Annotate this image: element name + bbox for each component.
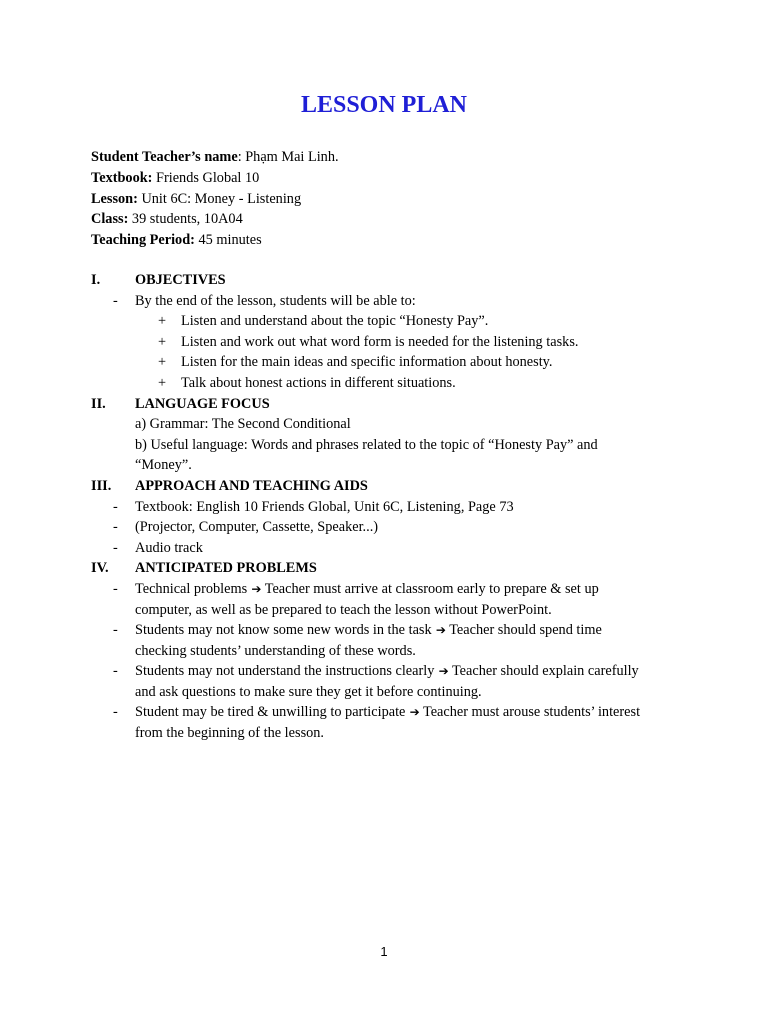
arrow-right-icon: ➔	[431, 623, 446, 638]
list-item-text	[135, 661, 639, 682]
info-row-period	[91, 230, 339, 251]
list-item-text	[135, 579, 599, 600]
sub-list-item	[0, 352, 768, 373]
list-item-continuation	[0, 682, 768, 703]
info-label: Class:	[91, 211, 129, 228]
section-heading-language-focus	[0, 394, 768, 415]
list-item	[0, 579, 768, 600]
info-row-textbook	[91, 168, 339, 189]
problem-text: Students may not understand the instructions clearly	[135, 663, 435, 680]
dash-bullet: -	[113, 539, 118, 556]
section-title: APPROACH AND TEACHING AIDS	[135, 477, 368, 494]
arrow-right-icon: ➔	[405, 705, 420, 720]
problem-text: Students may not know some new words in the task	[135, 622, 432, 639]
page-title: LESSON PLAN	[300, 92, 468, 118]
list-item-text: Textbook: English 10 Friends Global, Unit 6C, Listening, Page 73	[135, 498, 514, 515]
list-item-text: checking students’ understanding of these words.	[135, 642, 416, 659]
dash-bullet: -	[113, 663, 118, 680]
section-numeral: IV.	[91, 560, 109, 577]
list-item-text: and ask questions to make sure they get it before continuing.	[135, 683, 482, 700]
problem-text: Technical problems	[135, 580, 248, 597]
problem-text: Student may be tired & unwilling to participate	[135, 704, 406, 721]
lesson-info-block	[91, 147, 339, 251]
info-value: 45 minutes	[194, 232, 262, 249]
list-item	[0, 414, 768, 435]
solution-text: Teacher must arrive at classroom early to prepare & set up	[261, 580, 599, 597]
solution-text: Teacher should spend time	[445, 622, 602, 639]
info-label: Textbook:	[91, 169, 153, 186]
list-item	[0, 702, 768, 723]
sub-list-item-text: Listen and understand about the topic “Honesty Pay”.	[181, 313, 489, 330]
list-item-text: By the end of the lesson, students will be able to:	[135, 292, 416, 309]
list-item-continuation	[0, 455, 768, 476]
arrow-right-icon: ➔	[434, 664, 449, 679]
plus-bullet: +	[158, 313, 167, 330]
info-value: : Phạm Mai Linh.	[237, 149, 339, 165]
list-item-text	[135, 620, 602, 641]
plus-bullet: +	[158, 333, 167, 350]
section-title: OBJECTIVES	[135, 272, 226, 288]
sub-list-item-text: Talk about honest actions in different situations.	[181, 374, 456, 391]
list-item	[0, 538, 768, 559]
list-item-text: from the beginning of the lesson.	[135, 725, 325, 742]
page-number: 1	[380, 944, 388, 959]
dash-bullet: -	[113, 704, 118, 721]
list-item	[0, 620, 768, 641]
section-title: ANTICIPATED PROBLEMS	[135, 560, 317, 577]
info-value: Unit 6C: Money - Listening	[137, 190, 302, 207]
info-value: 39 students, 10A04	[128, 211, 243, 228]
list-item-continuation	[0, 641, 768, 662]
info-label: Student Teacher’s name	[91, 149, 238, 165]
useful-language-text-continued: “Money”.	[135, 457, 192, 474]
dash-bullet: -	[113, 519, 118, 536]
sub-list-item-text: Listen for the main ideas and specific information about honesty.	[181, 354, 553, 371]
section-heading-approach	[0, 476, 768, 497]
section-numeral: I.	[91, 272, 101, 288]
solution-text: Teacher should explain carefully	[448, 663, 639, 680]
list-item-text: Audio track	[135, 539, 203, 556]
sub-list-item	[0, 311, 768, 332]
dash-bullet: -	[113, 292, 118, 309]
section-numeral: II.	[91, 395, 106, 412]
list-item-continuation	[0, 600, 768, 621]
sub-list-item	[0, 332, 768, 353]
list-item-text	[135, 702, 640, 723]
sub-list-item-text: Listen and work out what word form is needed for the listening tasks.	[181, 333, 579, 350]
list-item	[0, 291, 768, 312]
section-heading-problems	[0, 558, 768, 579]
list-item	[0, 517, 768, 538]
section-heading-objectives	[0, 270, 768, 291]
useful-language-text: b) Useful language: Words and phrases related to the topic of “Honesty Pay” and	[135, 436, 598, 453]
list-item	[0, 435, 768, 456]
info-label: Lesson:	[91, 190, 138, 207]
arrow-right-icon: ➔	[247, 581, 262, 596]
list-item-continuation	[0, 723, 768, 744]
info-label: Teaching Period:	[91, 232, 195, 249]
info-row-lesson	[91, 189, 339, 210]
info-value: Friends Global 10	[152, 169, 260, 186]
grammar-text: a) Grammar: The Second Conditional	[135, 416, 351, 433]
info-row-teacher	[91, 147, 339, 168]
lesson-content	[0, 270, 768, 744]
list-item	[0, 497, 768, 518]
list-item	[0, 661, 768, 682]
dash-bullet: -	[113, 498, 118, 515]
sub-list-item	[0, 373, 768, 394]
section-numeral: III.	[91, 477, 112, 494]
plus-bullet: +	[158, 374, 167, 391]
list-item-text: computer, as well as be prepared to teach the lesson without PowerPoint.	[135, 601, 552, 618]
solution-text: Teacher must arouse students’ interest	[419, 704, 641, 721]
list-item-text: (Projector, Computer, Cassette, Speaker...)	[135, 519, 379, 536]
section-title: LANGUAGE FOCUS	[135, 395, 270, 412]
dash-bullet: -	[113, 622, 118, 639]
dash-bullet: -	[113, 580, 118, 597]
info-row-class	[91, 209, 339, 230]
plus-bullet: +	[158, 354, 167, 371]
